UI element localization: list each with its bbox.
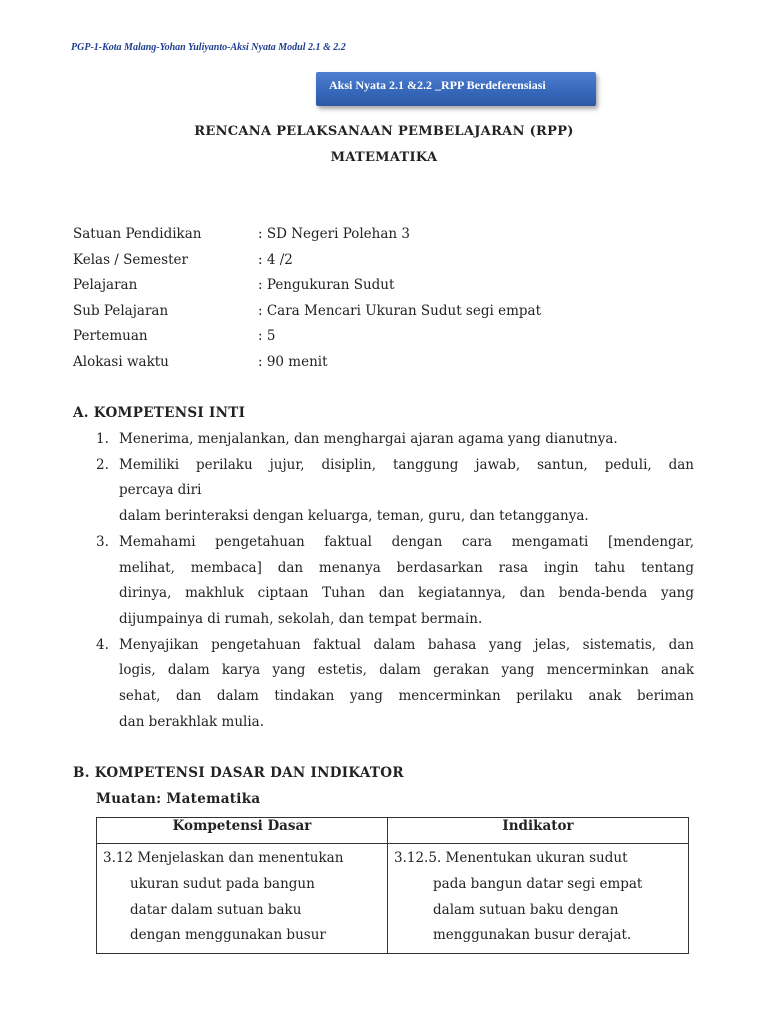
cell-line: dalam sutuan baku dengan: [433, 901, 619, 918]
table-cell-indicator: [388, 844, 689, 954]
cell-line: 3.12 Menjelaskan dan menentukan: [103, 850, 344, 866]
kompetensi-inti-list: [96, 427, 694, 735]
list-line: melihat, membaca] dan menanya berdasarkan rasa ingin tahu tentang: [119, 559, 694, 576]
cell-line: menggunakan busur derajat.: [433, 927, 632, 944]
identity-value: : 4 /2: [258, 251, 293, 268]
subject-title: MATEMATIKA: [330, 150, 438, 165]
list-line: logis, dalam karya yang estetis, dalam gerakan yang mencerminkan anak: [119, 662, 694, 679]
cell-line: 3.12.5. Menentukan ukuran sudut: [394, 850, 628, 866]
list-line: Memiliki perilaku jujur, disiplin, tanggung jawab, santun, peduli, dan: [119, 456, 694, 473]
list-item: [96, 427, 694, 453]
list-item: [96, 633, 694, 736]
section-a-heading: A. KOMPETENSI INTI: [73, 405, 246, 421]
title-banner: Aksi Nyata 2.1 &2.2 _RPP Berdeferensiasi: [316, 72, 596, 106]
table-header-indicator: Indikator: [388, 818, 689, 844]
header-note: PGP-1-Kota Malang-Yohan Yuliyanto-Aksi Nyata Modul 2.1 & 2.2: [71, 42, 346, 53]
cell-line: pada bangun datar segi empat: [433, 875, 643, 892]
document-title: RENCANA PELAKSANAAN PEMBELAJARAN (RPP): [194, 124, 574, 139]
list-line: dijumpainya di rumah, sekolah, dan tempat bermain.: [119, 610, 483, 627]
identity-label: Alokasi waktu: [73, 354, 169, 370]
identity-label: Pelajaran: [73, 277, 138, 294]
identity-value: : Cara Mencari Ukuran Sudut segi empat: [258, 302, 541, 319]
identity-label: Kelas / Semester: [73, 251, 188, 268]
list-line: percaya diri: [119, 482, 202, 499]
list-line: Menerima, menjalankan, dan menghargai ajaran agama yang dianutnya.: [119, 431, 618, 447]
list-item: [96, 453, 694, 530]
list-line: Menyajikan pengetahuan faktual dalam bahasa yang jelas, sistematis, dan: [119, 636, 694, 653]
table-cell-kd: [97, 844, 388, 954]
cell-line: datar dalam sutuan baku: [130, 901, 302, 918]
identity-value: : SD Negeri Polehan 3: [258, 226, 410, 242]
section-b-heading: B. KOMPETENSI DASAR DAN INDIKATOR: [73, 765, 404, 781]
cell-line: ukuran sudut pada bangun: [130, 875, 315, 892]
identity-label: Satuan Pendidikan: [73, 226, 202, 242]
list-number: 4.: [96, 636, 109, 653]
identity-value: : Pengukuran Sudut: [258, 277, 395, 294]
table-row: [97, 844, 689, 954]
list-number: 3.: [96, 533, 109, 550]
section-b-subheading: Muatan: Matematika: [96, 791, 261, 807]
list-item: [96, 530, 694, 633]
identity-value: : 90 menit: [258, 354, 328, 370]
list-line: dalam berinteraksi dengan keluarga, teman, guru, dan tetangganya.: [119, 508, 589, 525]
list-number: 1.: [96, 431, 109, 447]
identity-label: Sub Pelajaran: [73, 302, 169, 319]
identity-label: Pertemuan: [73, 328, 148, 345]
kd-indicator-table: [96, 817, 689, 954]
identity-value: : 5: [258, 328, 276, 345]
list-line: Memahami pengetahuan faktual dengan cara mengamati [mendengar,: [119, 533, 694, 550]
list-number: 2.: [96, 456, 109, 473]
list-line: dirinya, makhluk ciptaan Tuhan dan kegiatannya, dan benda-benda yang: [119, 585, 694, 602]
table-header-row: [97, 818, 689, 844]
cell-line: dengan menggunakan busur: [130, 927, 326, 944]
table-header-kd: Kompetensi Dasar: [97, 818, 388, 844]
list-line: dan berakhlak mulia.: [119, 713, 264, 730]
list-line: sehat, dan dalam tindakan yang mencerminkan perilaku anak beriman: [119, 688, 694, 705]
